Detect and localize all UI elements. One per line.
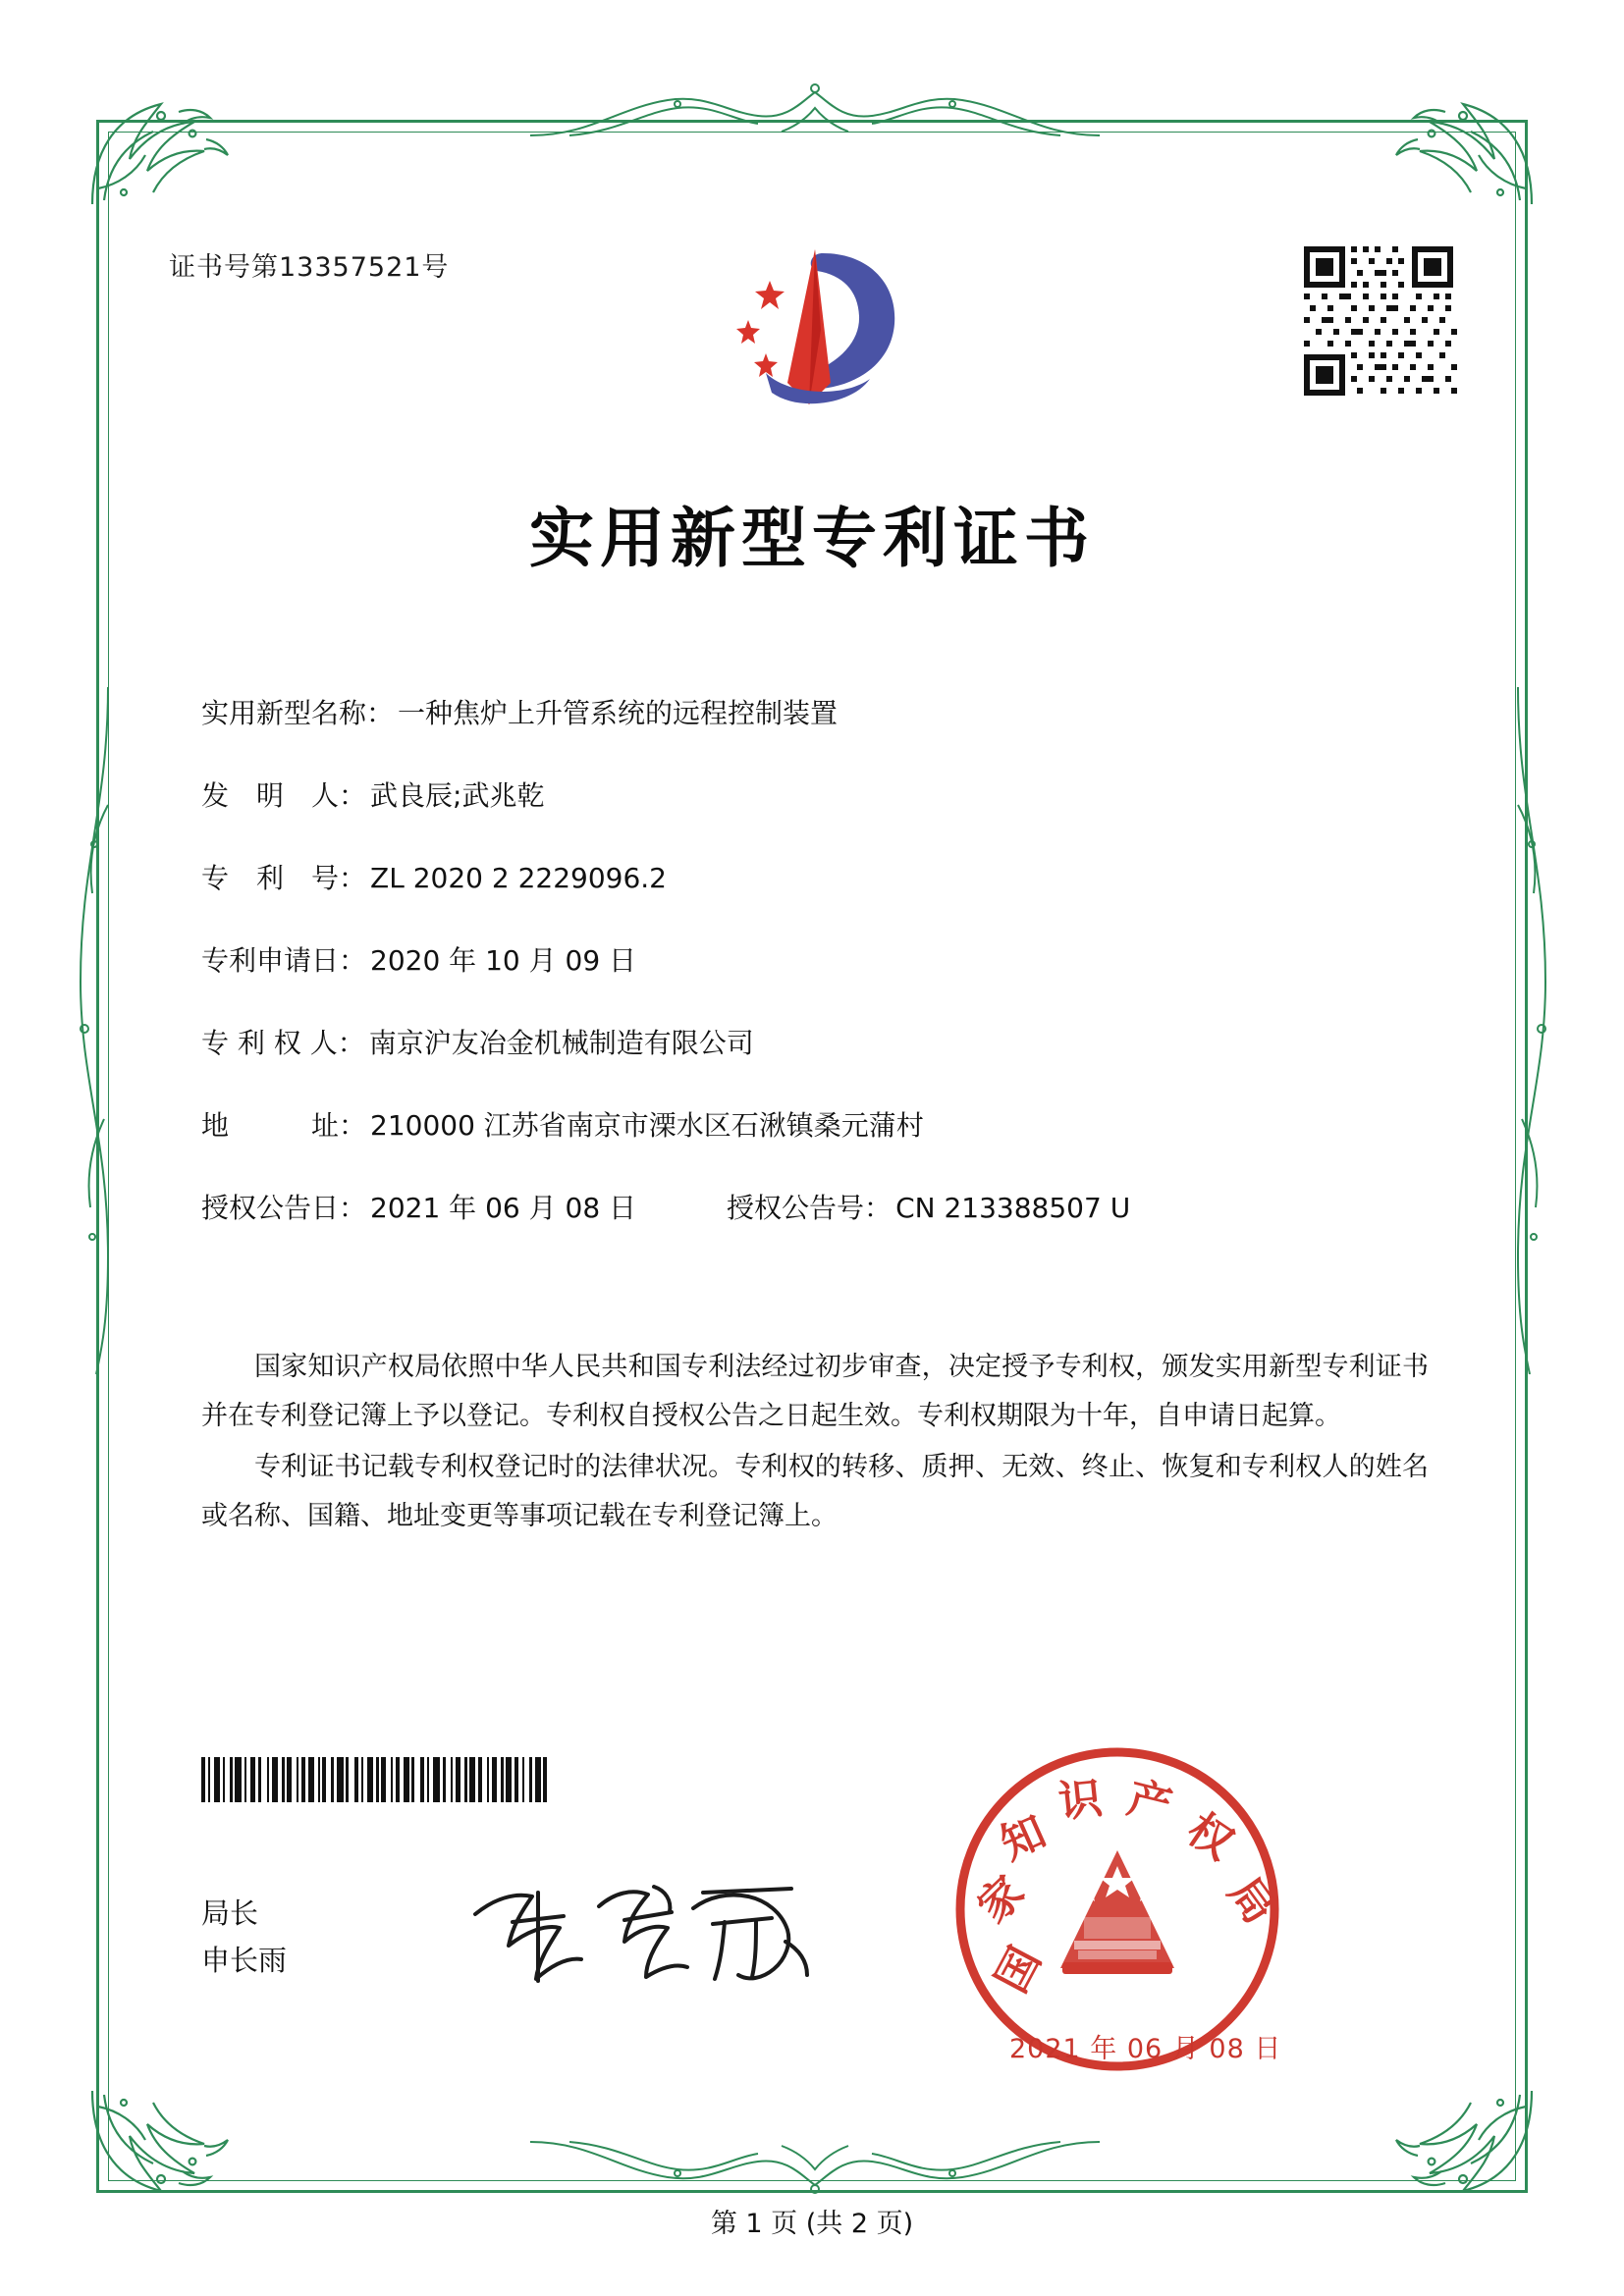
svg-text:权: 权 [1177, 1803, 1242, 1870]
field-row-patentee [201, 1022, 1458, 1061]
field-value-patent-number: ZL 2020 2 2229096.2 [370, 862, 667, 894]
field-row-patent-number [201, 857, 1458, 896]
corner-ornament-bottom-left [84, 2083, 232, 2201]
field-row-address [201, 1104, 1458, 1144]
field-value-announcement-date: 2021 年 06 月 08 日 [370, 1192, 637, 1224]
svg-text:局: 局 [1218, 1868, 1284, 1934]
corner-ornament-bottom-right [1392, 2083, 1540, 2201]
director-title: 局长 [201, 1896, 259, 1930]
barcode-icon [201, 1757, 623, 1802]
legal-text-block [201, 1343, 1429, 1543]
seal-date: 2021 年 06 月 08 日 [1009, 2034, 1282, 2064]
cnipa-logo-icon [705, 236, 931, 412]
field-label-announcement-number: 授权公告号： [727, 1192, 893, 1224]
field-row-name [201, 692, 1458, 731]
field-row-announcement [201, 1187, 1458, 1226]
official-seal-icon [950, 1742, 1284, 2076]
svg-text:产: 产 [1122, 1773, 1177, 1833]
field-value-inventor: 武良辰;武兆乾 [370, 779, 545, 812]
corner-ornament-top-right [1392, 94, 1540, 212]
field-row-application-date [201, 939, 1458, 979]
field-value-address: 210000 江苏省南京市溧水区石湫镇桑元蒲村 [370, 1109, 924, 1142]
field-label-inventor: 发 明 人： [201, 779, 367, 812]
qr-code-icon [1298, 240, 1459, 401]
field-value-patentee: 南京沪友冶金机械制造有限公司 [368, 1027, 754, 1059]
field-label-address: 地 址： [201, 1109, 367, 1142]
paragraph-grant: 国家知识产权局依照中华人民共和国专利法经过初步审查，决定授予专利权，颁发实用新型专利证书并在专利登记簿上予以登记。专利权自授权公告之日起生效。专利权期限为十年，自申请日起算。 [201, 1352, 1429, 1431]
field-label-application-date: 专利申请日： [201, 944, 367, 977]
edge-ornament-right [1510, 687, 1555, 1374]
field-value-announcement-number: CN 213388507 U [895, 1192, 1131, 1224]
field-label-patentee: 专 利 权 人： [201, 1027, 365, 1059]
field-value-name: 一种焦炉上升管系统的远程控制装置 [398, 697, 839, 729]
svg-text:家: 家 [968, 1866, 1035, 1933]
corner-ornament-top-left [84, 94, 232, 212]
handwritten-signature-icon [461, 1863, 825, 2010]
field-label-patent-number: 专 利 号： [201, 862, 367, 894]
director-name: 申长雨 [201, 1944, 288, 1977]
edge-ornament-top [530, 82, 1100, 145]
svg-text:国: 国 [986, 1939, 1052, 2002]
field-list [201, 692, 1458, 1269]
page-title: 实用新型专利证书 [529, 500, 1095, 576]
edge-ornament-left [71, 687, 116, 1374]
edge-ornament-bottom [530, 2132, 1100, 2195]
svg-text:识: 识 [1056, 1773, 1105, 1828]
field-value-application-date: 2020 年 10 月 09 日 [370, 944, 637, 977]
certificate-number: 证书号第13357521号 [169, 252, 450, 283]
field-label-announcement-date: 授权公告日： [201, 1192, 367, 1224]
paragraph-registry: 专利证书记载专利权登记时的法律状况。专利权的转移、质押、无效、终止、恢复和专利权人的姓名或名称、国籍、地址变更等事项记载在专利登记簿上。 [201, 1452, 1429, 1531]
page-footer: 第 1 页 (共 2 页) [710, 2209, 914, 2239]
field-row-inventor [201, 774, 1458, 814]
director-block [201, 1890, 287, 1984]
svg-text:知: 知 [993, 1806, 1054, 1871]
field-label-name: 实用新型名称： [201, 697, 395, 729]
